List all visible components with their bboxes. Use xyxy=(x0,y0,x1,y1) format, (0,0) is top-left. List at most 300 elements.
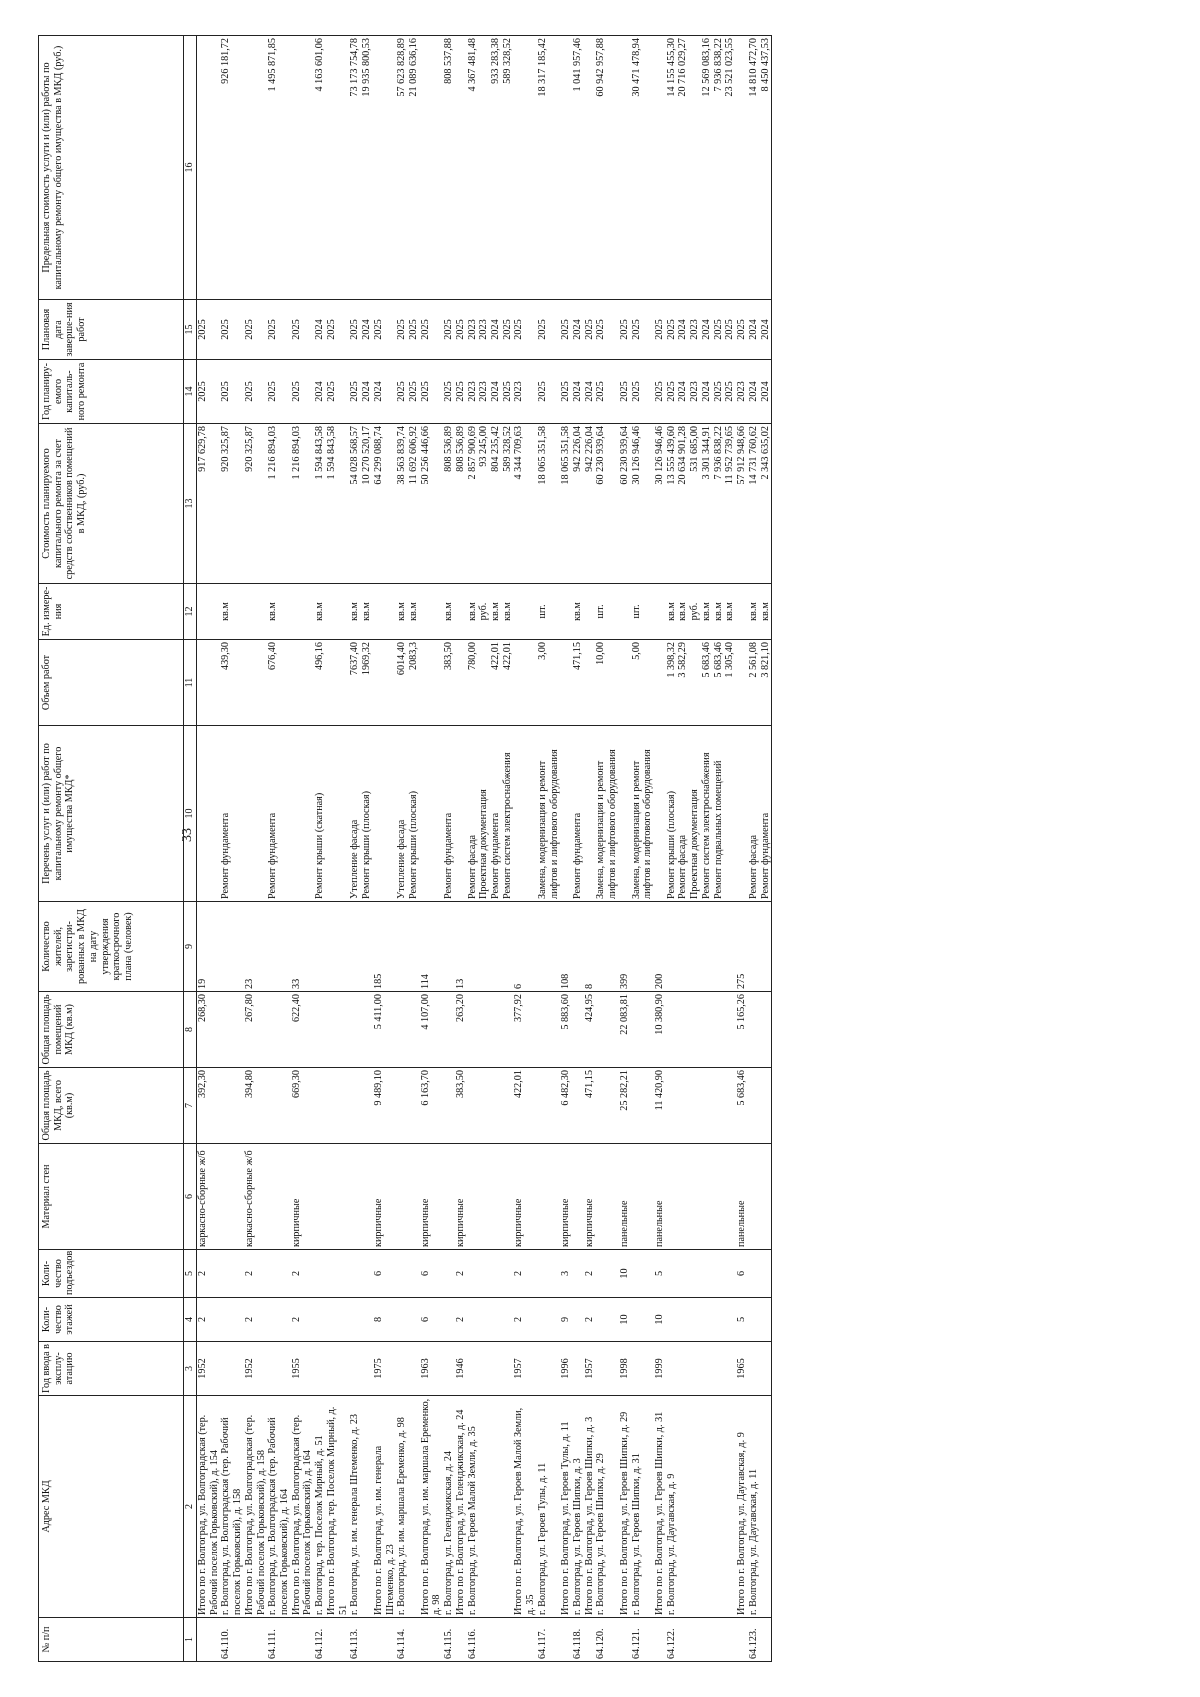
table-cell: 14 731 760,62 xyxy=(748,424,760,584)
table-cell xyxy=(361,1342,373,1396)
table-cell xyxy=(220,992,243,1068)
table-cell: г. Волгоград, ул. Даугавская, д. 9 xyxy=(666,1396,678,1618)
table-cell: 64.113. xyxy=(349,1618,361,1662)
table-row xyxy=(373,36,396,1662)
table-cell: руб. xyxy=(478,584,490,640)
table-cell: г. Волгоград, тер. Поселок Мирный, д. 51 xyxy=(314,1396,326,1618)
table-cell: 2025 xyxy=(220,300,243,360)
table-cell: Ремонт фундамента xyxy=(443,726,455,902)
table-cell xyxy=(267,1298,290,1342)
table-cell: 2025 xyxy=(408,360,420,424)
table-cell: 2024 xyxy=(748,300,760,360)
table-cell: 2025 xyxy=(502,300,514,360)
table-cell: 6 xyxy=(513,902,536,992)
table-row xyxy=(631,36,654,1662)
table-cell: 10,00 xyxy=(595,640,618,726)
table-cell: 2025 xyxy=(291,300,314,360)
table-cell xyxy=(267,902,290,992)
table-cell: 1996 xyxy=(560,1342,572,1396)
table-cell: 9 489,10 xyxy=(373,1068,396,1144)
table-cell: 12 569 083,16 xyxy=(701,36,713,300)
table-cell: 2023 xyxy=(478,300,490,360)
table-cell: 3 821,10 xyxy=(760,640,772,726)
table-cell xyxy=(619,584,631,640)
table-cell: 926 181,72 xyxy=(220,36,243,300)
table-row xyxy=(467,36,479,1662)
table-cell: Итого по г. Волгоград, ул. Волгоградская (тер. Рабочий поселок Горьковский), д. 154 xyxy=(197,1396,221,1618)
table-cell xyxy=(654,1618,666,1662)
table-cell: Ремонт систем электроснабжения xyxy=(502,726,514,902)
table-cell xyxy=(677,1618,689,1662)
table-cell: 1 398,32 xyxy=(666,640,678,726)
table-cell xyxy=(619,36,631,300)
table-cell xyxy=(478,640,490,726)
table-cell: Ремонт фундамента xyxy=(572,726,584,902)
table-cell xyxy=(443,1144,455,1250)
table-cell: 73 173 754,78 xyxy=(349,36,361,300)
table-row xyxy=(572,36,584,1662)
table-cell xyxy=(537,992,560,1068)
table-cell xyxy=(572,1298,584,1342)
table-cell: 2025 xyxy=(666,360,678,424)
table-cell: 2024 xyxy=(490,360,502,424)
table-cell xyxy=(572,1342,584,1396)
table-cell: кв.м xyxy=(713,584,725,640)
table-cell: Замена, модернизация и ремонт лифтов и лифтового оборудования xyxy=(631,726,654,902)
table-cell xyxy=(197,584,221,640)
table-cell xyxy=(197,726,221,902)
table-cell: Итого по г. Волгоград, ул. Героев Тулы, д. 11 xyxy=(560,1396,572,1618)
table-cell xyxy=(595,902,618,992)
table-cell xyxy=(666,1298,678,1342)
table-row xyxy=(314,36,326,1662)
column-header: Ед. измере-ния xyxy=(39,584,184,640)
table-cell xyxy=(654,726,666,902)
table-row xyxy=(689,36,701,1662)
table-cell xyxy=(314,902,326,992)
table-cell xyxy=(689,1068,701,1144)
table-row xyxy=(197,36,221,1662)
table-cell: 2025 xyxy=(349,360,361,424)
table-cell: Ремонт фундамента xyxy=(760,726,772,902)
table-cell: 377,92 xyxy=(513,992,536,1068)
table-cell xyxy=(595,1298,618,1342)
table-cell: 3 301 344,91 xyxy=(701,424,713,584)
table-cell xyxy=(467,992,479,1068)
table-cell: 808 537,88 xyxy=(443,36,455,300)
table-cell: 11 420,90 xyxy=(654,1068,666,1144)
table-cell: 6 xyxy=(420,1250,443,1298)
table-row xyxy=(455,36,467,1662)
column-header: № п/п xyxy=(39,1618,184,1662)
table-cell xyxy=(373,1618,396,1662)
table-cell: Итого по г. Волгоград, тер. Поселок Мирный, д. 51 xyxy=(326,1396,349,1618)
table-cell xyxy=(443,1250,455,1298)
table-cell: г. Волгоград, ул. им. маршала Еременко, д. 98 xyxy=(396,1396,408,1618)
table-cell xyxy=(713,902,725,992)
table-cell: 8 xyxy=(373,1298,396,1342)
table-cell xyxy=(490,992,502,1068)
table-cell: 50 256 446,66 xyxy=(420,424,443,584)
table-cell xyxy=(724,1068,736,1144)
table-cell xyxy=(748,1298,760,1342)
table-row xyxy=(267,36,290,1662)
table-cell xyxy=(291,726,314,902)
table-cell xyxy=(631,992,654,1068)
table-cell xyxy=(291,584,314,640)
table-cell xyxy=(689,1250,701,1298)
table-row xyxy=(595,36,618,1662)
table-cell: 1 305,40 xyxy=(724,640,736,726)
table-cell xyxy=(502,1396,514,1618)
table-cell xyxy=(502,1618,514,1662)
table-cell: 804 235,42 xyxy=(490,424,502,584)
column-number: 9 xyxy=(184,902,197,992)
table-cell: Замена, модернизация и ремонт лифтов и лифтового оборудования xyxy=(537,726,560,902)
table-cell xyxy=(408,1068,420,1144)
table-cell: шт. xyxy=(595,584,618,640)
table-cell xyxy=(478,1618,490,1662)
table-cell xyxy=(537,902,560,992)
table-cell: 808 536,89 xyxy=(455,424,467,584)
table-cell xyxy=(619,1618,631,1662)
table-cell: 64 299 088,74 xyxy=(373,424,396,584)
table-cell xyxy=(478,1298,490,1342)
table-cell xyxy=(197,36,221,300)
table-cell: 2025 xyxy=(724,300,736,360)
table-cell xyxy=(490,1144,502,1250)
table-cell: Ремонт крыши (плоская) xyxy=(666,726,678,902)
table-cell xyxy=(490,1618,502,1662)
table-cell: Проектная документация xyxy=(478,726,490,902)
table-cell xyxy=(326,1144,349,1250)
table-cell: 439,30 xyxy=(220,640,243,726)
table-cell xyxy=(560,36,572,300)
table-cell: 422,01 xyxy=(502,640,514,726)
table-cell xyxy=(361,992,373,1068)
table-cell: 383,50 xyxy=(455,1068,467,1144)
table-cell: 422,01 xyxy=(490,640,502,726)
table-cell xyxy=(244,726,267,902)
table-cell: 2025 xyxy=(244,300,267,360)
table-cell: 7 936 838,22 xyxy=(713,36,725,300)
table-cell xyxy=(420,726,443,902)
table-cell: 6 xyxy=(736,1250,748,1298)
table-cell: 2 xyxy=(513,1250,536,1298)
table-cell xyxy=(666,1144,678,1250)
table-cell xyxy=(478,1068,490,1144)
table-cell: 2 xyxy=(513,1298,536,1342)
table-cell xyxy=(701,1618,713,1662)
table-cell: 2025 xyxy=(455,360,467,424)
table-cell: кв.м xyxy=(408,584,420,640)
rotated-document xyxy=(38,36,1176,1662)
table-cell xyxy=(467,1144,479,1250)
table-cell xyxy=(408,1144,420,1250)
table-cell xyxy=(220,902,243,992)
table-cell: 4 107,00 xyxy=(420,992,443,1068)
table-row xyxy=(408,36,420,1662)
table-cell xyxy=(420,640,443,726)
table-cell: 21 089 636,16 xyxy=(408,36,420,300)
table-cell xyxy=(619,640,631,726)
table-cell xyxy=(291,1618,314,1662)
table-cell xyxy=(724,902,736,992)
table-cell xyxy=(537,1250,560,1298)
column-header: Материал стен xyxy=(39,1144,184,1250)
table-cell xyxy=(478,1250,490,1298)
table-cell xyxy=(291,36,314,300)
table-cell: 2024 xyxy=(701,300,713,360)
table-cell xyxy=(724,1144,736,1250)
table-cell: 11 692 606,92 xyxy=(408,424,420,584)
table-cell: 2 857 900,69 xyxy=(467,424,479,584)
table-cell: Итого по г. Волгоград, ул. Героев Шипки, д. 3 xyxy=(584,1396,596,1618)
table-cell: 18 065 351,58 xyxy=(537,424,560,584)
table-cell: кв.м xyxy=(314,584,326,640)
table-cell: 2024 xyxy=(361,300,373,360)
table-cell xyxy=(490,1396,502,1618)
table-cell: 917 629,78 xyxy=(197,424,221,584)
table-cell xyxy=(502,1342,514,1396)
table-row xyxy=(560,36,572,1662)
table-cell: 2025 xyxy=(724,360,736,424)
table-cell: 1952 xyxy=(197,1342,221,1396)
table-cell: 57 623 828,89 xyxy=(396,36,408,300)
table-cell: 6 xyxy=(420,1298,443,1342)
table-cell: 1955 xyxy=(291,1342,314,1396)
table-cell xyxy=(408,1618,420,1662)
table-cell: 1969,32 xyxy=(361,640,373,726)
table-cell xyxy=(701,1250,713,1298)
table-cell xyxy=(736,1618,748,1662)
table-cell xyxy=(349,992,361,1068)
table-cell xyxy=(361,1250,373,1298)
table-cell xyxy=(595,1342,618,1396)
table-cell xyxy=(760,1144,772,1250)
table-cell: 2025 xyxy=(408,300,420,360)
table-cell: 2 xyxy=(291,1250,314,1298)
table-cell: 2 343 635,02 xyxy=(760,424,772,584)
table-cell xyxy=(314,1250,326,1298)
table-cell xyxy=(396,1342,408,1396)
table-cell: 920 325,87 xyxy=(220,424,243,584)
table-cell xyxy=(396,1298,408,1342)
table-cell xyxy=(478,1396,490,1618)
table-cell: 14 810 472,70 xyxy=(748,36,760,300)
table-cell xyxy=(502,902,514,992)
table-cell: 13 555 439,60 xyxy=(666,424,678,584)
table-cell xyxy=(455,36,467,300)
table-cell xyxy=(677,1298,689,1342)
table-cell xyxy=(736,726,748,902)
table-cell xyxy=(373,726,396,902)
table-cell: 2025 xyxy=(220,360,243,424)
table-cell xyxy=(197,1618,221,1662)
table-cell: 2024 xyxy=(572,360,584,424)
table-cell: каркасно-сборные ж/б xyxy=(244,1144,267,1250)
page-number: 33 xyxy=(180,828,195,842)
table-cell: кв.м xyxy=(220,584,243,640)
table-cell: 2025 xyxy=(713,360,725,424)
table-cell: кирпичные xyxy=(420,1144,443,1250)
table-cell: 676,40 xyxy=(267,640,290,726)
table-cell xyxy=(373,640,396,726)
table-cell: 8 450 437,53 xyxy=(760,36,772,300)
column-header: Общая площадь МКД, всего (кв.м) xyxy=(39,1068,184,1144)
table-cell: Итого по г. Волгоград, ул. Даугавская, д. 9 xyxy=(736,1396,748,1618)
table-cell xyxy=(326,584,349,640)
table-cell: 2024 xyxy=(314,300,326,360)
table-cell: кв.м xyxy=(349,584,361,640)
table-row xyxy=(736,36,748,1662)
table-cell xyxy=(689,902,701,992)
table-cell: 2023 xyxy=(467,300,479,360)
table-row xyxy=(420,36,443,1662)
table-cell: кв.м xyxy=(666,584,678,640)
table-cell: 394,80 xyxy=(244,1068,267,1144)
table-cell: 471,15 xyxy=(584,1068,596,1144)
table-cell xyxy=(326,1250,349,1298)
table-cell: 23 521 023,55 xyxy=(724,36,736,300)
table-cell: 11 952 739,65 xyxy=(724,424,736,584)
table-cell: 64.120. xyxy=(595,1618,618,1662)
table-cell: Ремонт фасада xyxy=(467,726,479,902)
table-cell: Ремонт подвальных помещений xyxy=(713,726,725,902)
table-cell xyxy=(420,36,443,300)
table-cell: 1957 xyxy=(584,1342,596,1396)
table-cell xyxy=(689,1144,701,1250)
table-cell: г. Волгоград, ул. Волгоградская (тер. Рабочий поселок Горьковский), д. 158 xyxy=(220,1396,243,1618)
table-cell xyxy=(666,1250,678,1298)
table-cell xyxy=(560,726,572,902)
table-cell xyxy=(349,1298,361,1342)
table-cell xyxy=(467,1068,479,1144)
table-cell xyxy=(701,1396,713,1618)
table-cell: 2 561,08 xyxy=(748,640,760,726)
table-row xyxy=(326,36,349,1662)
table-cell: 57 912 948,66 xyxy=(736,424,748,584)
table-cell xyxy=(713,1396,725,1618)
table-cell: г. Волгоград, ул. Даугавская, д. 11 xyxy=(748,1396,760,1618)
table-cell xyxy=(314,1144,326,1250)
table-cell: Ремонт фасада xyxy=(677,726,689,902)
table-cell: Итого по г. Волгоград, ул. Героев Малой Земли, д. 35 xyxy=(513,1396,536,1618)
table-cell: 1999 xyxy=(654,1342,666,1396)
table-cell: 6 xyxy=(373,1250,396,1298)
table-cell: 5,00 xyxy=(631,640,654,726)
column-number: 1 xyxy=(184,1618,197,1662)
table-cell xyxy=(572,992,584,1068)
table-cell: 2 xyxy=(244,1298,267,1342)
table-cell: г. Волгоград, ул. Героев Шипки, д. 3 xyxy=(572,1396,584,1618)
table-cell xyxy=(326,992,349,1068)
table-cell: 2024 xyxy=(584,360,596,424)
table-cell: 64.118. xyxy=(572,1618,584,1662)
table-cell xyxy=(689,1298,701,1342)
table-cell: Утепление фасада xyxy=(396,726,408,902)
table-cell xyxy=(361,1618,373,1662)
table-cell: руб. xyxy=(689,584,701,640)
table-cell: Замена, модернизация и ремонт лифтов и лифтового оборудования xyxy=(595,726,618,902)
table-cell: 275 xyxy=(736,902,748,992)
table-cell xyxy=(724,726,736,902)
table-cell: 10 xyxy=(654,1298,666,1342)
table-cell xyxy=(361,1396,373,1618)
table-cell: 2025 xyxy=(666,300,678,360)
table-cell: 531 685,00 xyxy=(689,424,701,584)
table-cell xyxy=(326,1068,349,1144)
table-cell: 2024 xyxy=(760,360,772,424)
table-cell xyxy=(560,584,572,640)
column-header: Адрес МКД xyxy=(39,1396,184,1618)
table-cell xyxy=(584,640,596,726)
table-cell: 1 216 894,03 xyxy=(291,424,314,584)
table-cell: 5 411,00 xyxy=(373,992,396,1068)
table-cell: Ремонт крыши (скатная) xyxy=(314,726,326,902)
table-cell: 2025 xyxy=(654,360,666,424)
table-cell: 64.111. xyxy=(267,1618,290,1662)
table-row xyxy=(443,36,455,1662)
table-cell xyxy=(572,1144,584,1250)
table-cell xyxy=(689,1342,701,1396)
table-cell: 496,16 xyxy=(314,640,326,726)
table-cell: Итого по г. Волгоград, ул. Волгоградская (тер. Рабочий поселок Горьковский), д. 164 xyxy=(291,1396,314,1618)
table-cell: 64.121. xyxy=(631,1618,654,1662)
table-cell xyxy=(478,992,490,1068)
table-cell xyxy=(467,1342,479,1396)
table-cell xyxy=(361,902,373,992)
table-cell: 2025 xyxy=(443,360,455,424)
table-cell: 2023 xyxy=(467,360,479,424)
repair-plan-table xyxy=(38,35,772,1662)
table-cell: 30 126 946,46 xyxy=(631,424,654,584)
table-cell xyxy=(713,1250,725,1298)
table-cell: кв.м xyxy=(396,584,408,640)
table-cell xyxy=(373,36,396,300)
column-number: 11 xyxy=(184,640,197,726)
table-cell xyxy=(291,640,314,726)
table-row xyxy=(619,36,631,1662)
table-cell: кирпичные xyxy=(455,1144,467,1250)
table-cell: 14 155 455,30 xyxy=(666,36,678,300)
table-cell xyxy=(736,36,748,300)
table-cell: 7637,40 xyxy=(349,640,361,726)
table-cell: 1 216 894,03 xyxy=(267,424,290,584)
table-cell: 2025 xyxy=(713,300,725,360)
table-cell: 2025 xyxy=(349,300,361,360)
table-cell: Итого по г. Волгоград, ул. Героев Шипки, д. 29 xyxy=(619,1396,631,1618)
table-cell: 2025 xyxy=(595,300,618,360)
table-cell: 5 xyxy=(654,1250,666,1298)
table-cell: кирпичные xyxy=(513,1144,536,1250)
table-cell: Итого по г. Волгоград, ул. Волгоградская (тер. Рабочий поселок Горьковский), д. 158 xyxy=(244,1396,267,1618)
table-cell: 2 xyxy=(197,1298,221,1342)
table-cell: 942 226,04 xyxy=(584,424,596,584)
table-cell: 7 936 838,22 xyxy=(713,424,725,584)
table-cell: 2025 xyxy=(619,300,631,360)
table-cell: Итого по г. Волгоград, ул. им. генерала Штеменко, д. 23 xyxy=(373,1396,396,1618)
table-row xyxy=(361,36,373,1662)
table-cell: 2025 xyxy=(595,360,618,424)
table-cell: 1 594 843,58 xyxy=(314,424,326,584)
table-cell: 2025 xyxy=(631,300,654,360)
table-cell: 2 xyxy=(584,1298,596,1342)
table-cell xyxy=(631,1144,654,1250)
table-cell: 2025 xyxy=(373,300,396,360)
table-cell: кирпичные xyxy=(584,1144,596,1250)
table-cell: Итого по г. Волгоград, ул. им. маршала Еременко, д. 98 xyxy=(420,1396,443,1618)
